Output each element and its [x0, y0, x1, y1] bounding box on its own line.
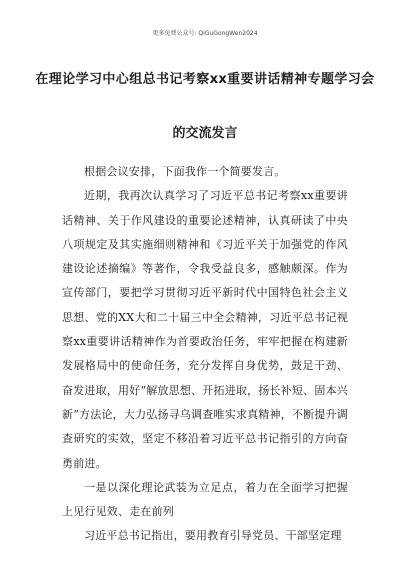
document-body — [62, 160, 348, 549]
document-title-line-1: 在理论学习中心组总书记考察xx重要讲话精神专题学习会 — [35, 72, 375, 87]
document-title-line-2: 的交流发言 — [172, 126, 238, 141]
paragraph-intro: 根据会议安排，下面我作一个简要发言。 — [84, 165, 286, 178]
paragraph-section-one-heading: 一是以深化理论武装为立足点，着力在全面学习把握上见行见效、走在前列 — [62, 480, 348, 519]
header-note: 更多免费公众号: QiGuGongWen2024 — [152, 30, 258, 37]
paragraph-section-one-body: 习近平总书记指出，要用教育引导党员、干部坚定理 — [84, 529, 342, 543]
paragraph-main: 近期，我再次认真学习了习近平总书记考察xx重要讲话精神、关于作风建设的重要论述精神，认真研读了中央八项规定及其实施细则精神和《习近平关于加强党的作风建设论述摘编》等著作，令我受益良多，感触颇深。作为宣传部门，要把学习贯彻习近平新时代中国特色社会主义思想、党的XX大和二十届三中全会精神，习近平总书记视察xx重要讲话精神作为首要政治任务，牢牢把握在构建新发展格局中的使命任务，充分发挥自身优势，鼓足干劲、奋发进取，用好“解放思想、开拓进取，扬长补短、固本兴新”方法论，大力弘扬寻乌调查唯实求真精神，不断提升调查研究的实效，坚定不移沿着习近平总书记指引的方向奋勇前进。 — [62, 189, 348, 470]
